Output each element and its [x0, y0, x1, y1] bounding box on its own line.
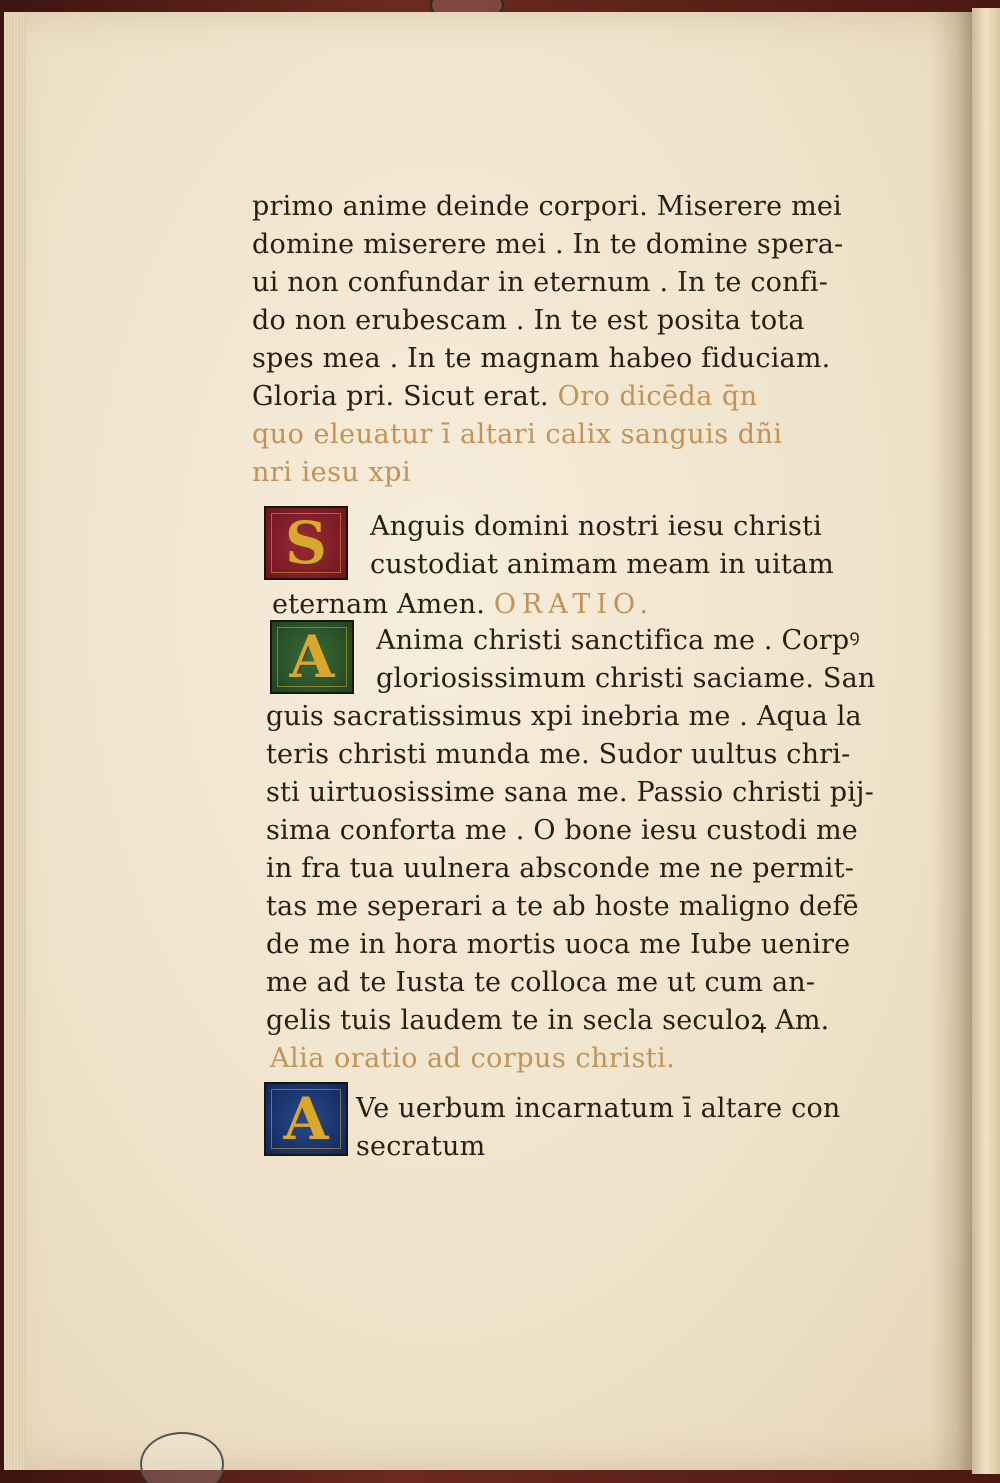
text-line: primo anime deinde corpori. Miserere mei [252, 191, 842, 222]
rubric-line: Alia oratio ad corpus christi. [270, 1043, 676, 1074]
text-line: guis sacratissimus xpi inebria me . Aqua la [266, 701, 862, 732]
text-line: gloriosissimum christi saciame. San [376, 663, 876, 694]
initial-letter: S [285, 509, 327, 577]
illuminated-initial-a-ave [264, 1082, 348, 1156]
text-line: in fra tua uulnera absconde me ne permit- [266, 853, 855, 884]
text-line: teris christi munda me. Sudor uultus chri- [266, 739, 851, 770]
page-gutter [932, 12, 972, 1470]
text-line: Anima christi sanctifica me . Corpꝰ [376, 625, 860, 656]
rubric-line: quo eleuatur ī altari calix sanguis dñi [252, 419, 783, 450]
text-line: ui non confundar in eternum . In te confi- [252, 267, 829, 298]
illuminated-initial-s [264, 506, 348, 580]
rubric-line: nri iesu xpi [252, 457, 412, 488]
initial-letter: A [289, 623, 335, 691]
text-line: custodiat animam meam in uitam [370, 549, 834, 580]
text-line: sti uirtuosissime sana me. Passio christi pij- [266, 777, 874, 808]
text-line: de me in hora mortis uoca me Iube uenire [266, 929, 851, 960]
text-line: sima conforta me . O bone iesu custodi me [266, 815, 858, 846]
text-line: Anguis domini nostri iesu christi [370, 511, 822, 542]
text-line: me ad te Iusta te colloca me ut cum an- [266, 967, 816, 998]
illuminated-initial-a [270, 620, 354, 694]
manuscript-page [4, 12, 972, 1470]
page-fore-edge [4, 12, 26, 1470]
text-line: gelis tuis laudem te in secla seculoꝝ Am. [266, 1005, 830, 1036]
initial-letter: A [283, 1085, 329, 1153]
initial-frame [271, 1089, 341, 1149]
next-page-edge [972, 8, 1000, 1474]
rubric-oratio: ORATIO. [493, 589, 655, 620]
text-line: secratum [356, 1131, 486, 1162]
text-line: tas me seperari a te ab hoste maligno defē [266, 891, 859, 922]
text-line: domine miserere mei . In te domine spera- [252, 229, 844, 260]
amen-text: eternam Amen. [272, 589, 486, 620]
rubric-oratio-heading: Oro dicēda q̄n [557, 381, 758, 412]
text-line: do non erubescam . In te est posita tota [252, 305, 805, 336]
text-line: Ve uerbum incarnatum ī altare con [356, 1093, 841, 1124]
gloria-text: Gloria pri. Sicut erat. [252, 381, 549, 412]
initial-frame [277, 627, 347, 687]
text-line-amen [272, 586, 654, 624]
text-line-gloria [252, 378, 758, 416]
initial-frame [271, 513, 341, 573]
text-line: spes mea . In te magnam habeo fiduciam. [252, 343, 831, 374]
